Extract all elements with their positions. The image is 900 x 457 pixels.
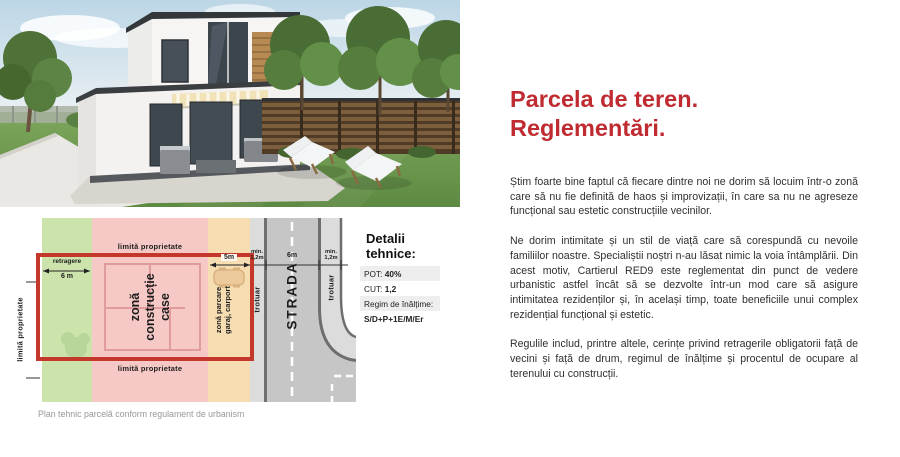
setback-label: retragere <box>52 258 82 265</box>
detail-row-pot: POT: 40% <box>360 266 440 281</box>
parking-dimension: 5m <box>208 254 250 261</box>
sidewalk-label-left: trotuar <box>252 286 262 313</box>
plan-caption: Plan tehnic parcelă conform regulament de urbanism <box>38 409 245 419</box>
parking-zone-label: zonă parcare garaj, carport <box>214 286 232 334</box>
article <box>460 0 900 457</box>
property-limit-label-top: limită proprietate <box>117 242 183 251</box>
technical-details-list <box>360 266 440 326</box>
sidewalk-min-width-right: min. 1,2m <box>324 249 338 262</box>
sidewalk-min-width-left: min. 1,2m <box>250 249 264 262</box>
detail-row-cut: CUT: 1,2 <box>364 283 397 294</box>
paragraph-3: Regulile includ, printre altele, cerințe privind retragerile obligatorii față de vecini și față de drum, regimul de înălțime și procentul de ocupare al terenului cu construcții. <box>510 338 858 380</box>
property-limit-label-bottom: limită proprietate <box>117 364 183 373</box>
setback-dimension: 6 m <box>60 273 74 280</box>
construction-zone-label: zonă construcție case <box>128 273 172 341</box>
sidewalk-label-right: trotuar <box>326 274 336 301</box>
street-label: STRADA <box>284 261 300 330</box>
property-limit-label-left: limită proprietate <box>15 297 25 362</box>
street-width-dimension: 6m <box>286 252 298 259</box>
detail-row-height-regime-value: S/D+P+1E/M/Er <box>364 313 424 324</box>
detail-row-regim: Regim de înălțime: <box>360 296 440 311</box>
house-render-illustration <box>0 0 460 207</box>
paragraph-1: Știm foarte bine faptul că fiecare dintre noi ne dorim să locuim într-o zonă care să nu fie definită de haos și improvizații, în care sa nu ne agreseze funcțional sau estetic construcțiile vecinilor. <box>510 176 858 218</box>
technical-details-heading: Detalii tehnice: <box>366 231 416 261</box>
parcel-technical-plan <box>15 218 356 402</box>
page-title: Parcela de teren. Reglementări. <box>510 86 699 141</box>
paragraph-2: Ne dorim intimitate și un stil de viață care să corespundă cu nevoile familiilor noastre. Specialiștii noștri n-au lăsat nimic la voia întâmplării. Din acest motiv, Cartierul RED9 este reglementat din punct de vedere urbanistic astfel încât să se dezvolte într-un mod care să asigure intimitatea rezidenților și, în același timp, toate beneficiile unui complex rezidențial funcțional și estetic. <box>510 235 858 321</box>
property-render-photo <box>0 0 460 207</box>
